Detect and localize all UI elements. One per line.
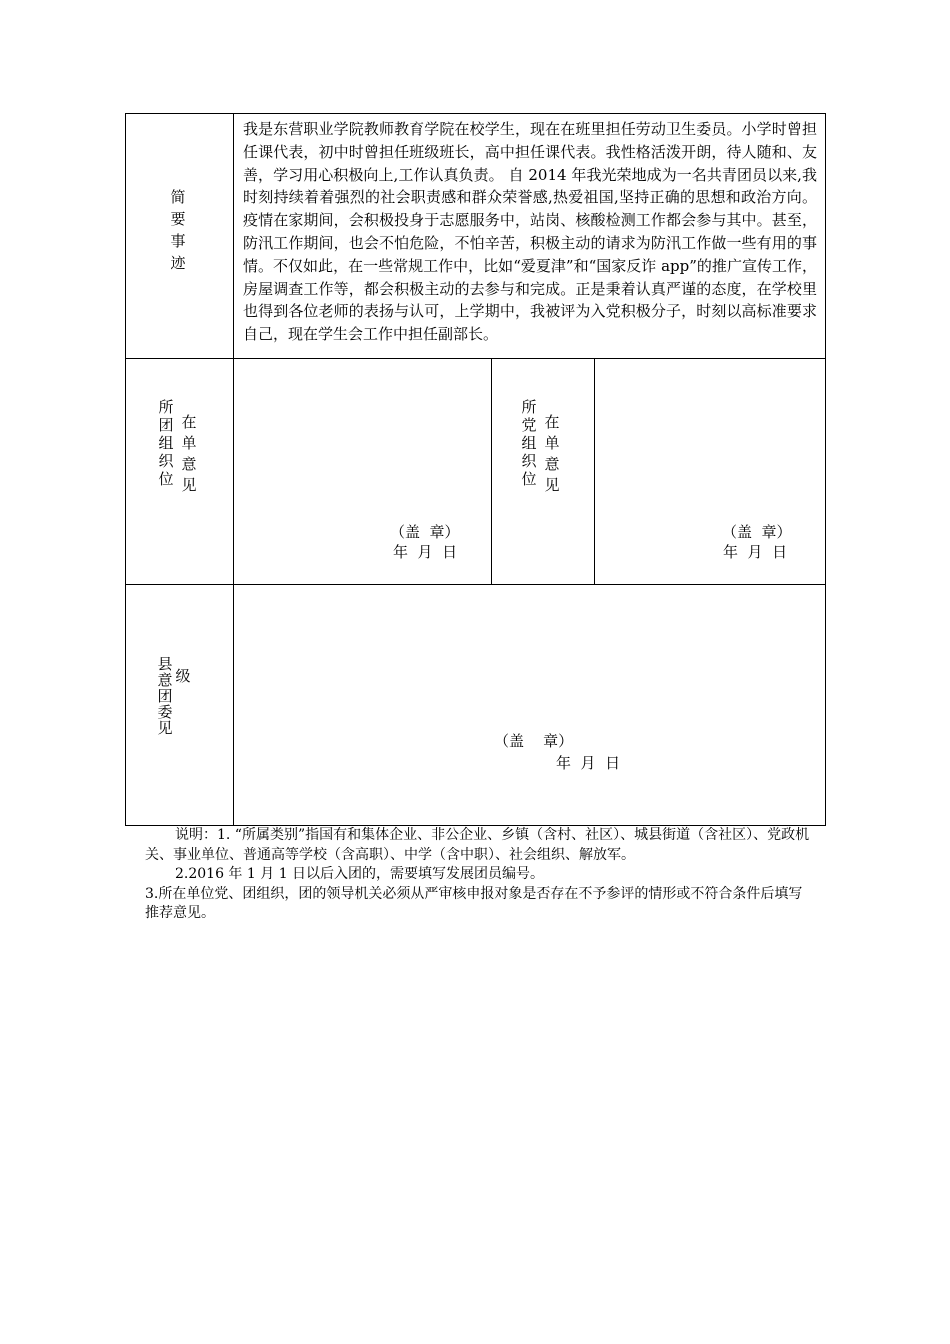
table-divider-2: [125, 584, 826, 585]
county-date: 年 月 日: [556, 754, 621, 772]
county-seal: （盖 章）: [494, 732, 574, 750]
opinion-divider-1: [491, 358, 492, 585]
league-label-col2: 在单意见: [181, 413, 197, 494]
table-label-divider: [233, 113, 234, 826]
party-label-col1: 所党组织位: [521, 398, 537, 488]
opinion-divider-2: [594, 358, 595, 585]
summary-label: 简要事迹: [170, 188, 186, 272]
note-1: 说明：1. “所属类别”指国有和集体企业、非公企业、乡镇（含村、社区）、城县街道（含社区）、党政机关、事业单位、普通高等学校（含高职）、中学（含中职）、社会组织、解放军。: [145, 827, 810, 863]
note-3: 3.所在单位党、团组织，团的领导机关必须从严审核申报对象是否存在不予参评的情形或不符合条件后填写推荐意见。: [145, 885, 803, 921]
league-label-col1: 所团组织位: [158, 398, 174, 488]
league-date: 年 月 日: [393, 543, 458, 561]
county-label-col1: 县意团委见: [157, 655, 173, 737]
table-border-top: [125, 113, 826, 114]
county-label-col2: 级: [175, 667, 191, 685]
table-divider-1: [125, 358, 826, 359]
note-2: 2.2016 年 1 月 1 日以后入团的，需要填写发展团员编号。: [175, 866, 545, 882]
party-seal: （盖 章）: [722, 523, 792, 541]
party-label-col2: 在单意见: [544, 413, 560, 494]
table-border-right: [825, 113, 826, 826]
league-seal: （盖 章）: [390, 523, 460, 541]
party-date: 年 月 日: [723, 543, 788, 561]
table-border-left: [125, 113, 126, 826]
summary-text: 我是东营职业学院教师教育学院在校学生，现在在班里担任劳动卫生委员。小学时曾担任课代表，初中时曾担任班级班长，高中担任课代表。我性格活泼开朗，待人随和、友善，学习用心积极向上,工作认真负责。 自 2014 年我光荣地成为一名共青团员以来,我时刻持续着着强烈的社会职责感和群众荣誉感,热爱祖国,坚持正确的思想和政治方向。疫情在家期间，会积极投身于志愿服务中，站岗、核酸检测工作都会参与其中。甚至，防汛工作期间，也会不怕危险，不怕辛苦，积极主动的请求为防汛工作做一些有用的事情。不仅如此，在一些常规工作中，比如“爱夏津”和“国家反诈 app”的推广宣传工作，房屋调查工作等，都会积极主动的去参与和完成。正是秉着认真严谨的态度，在学校里也得到各位老师的表扬与认可，上学期中，我被评为入党积极分子，时刻以高标准要求自己，现在学生会工作中担任副部长。: [243, 120, 817, 344]
form-notes: [145, 826, 815, 924]
